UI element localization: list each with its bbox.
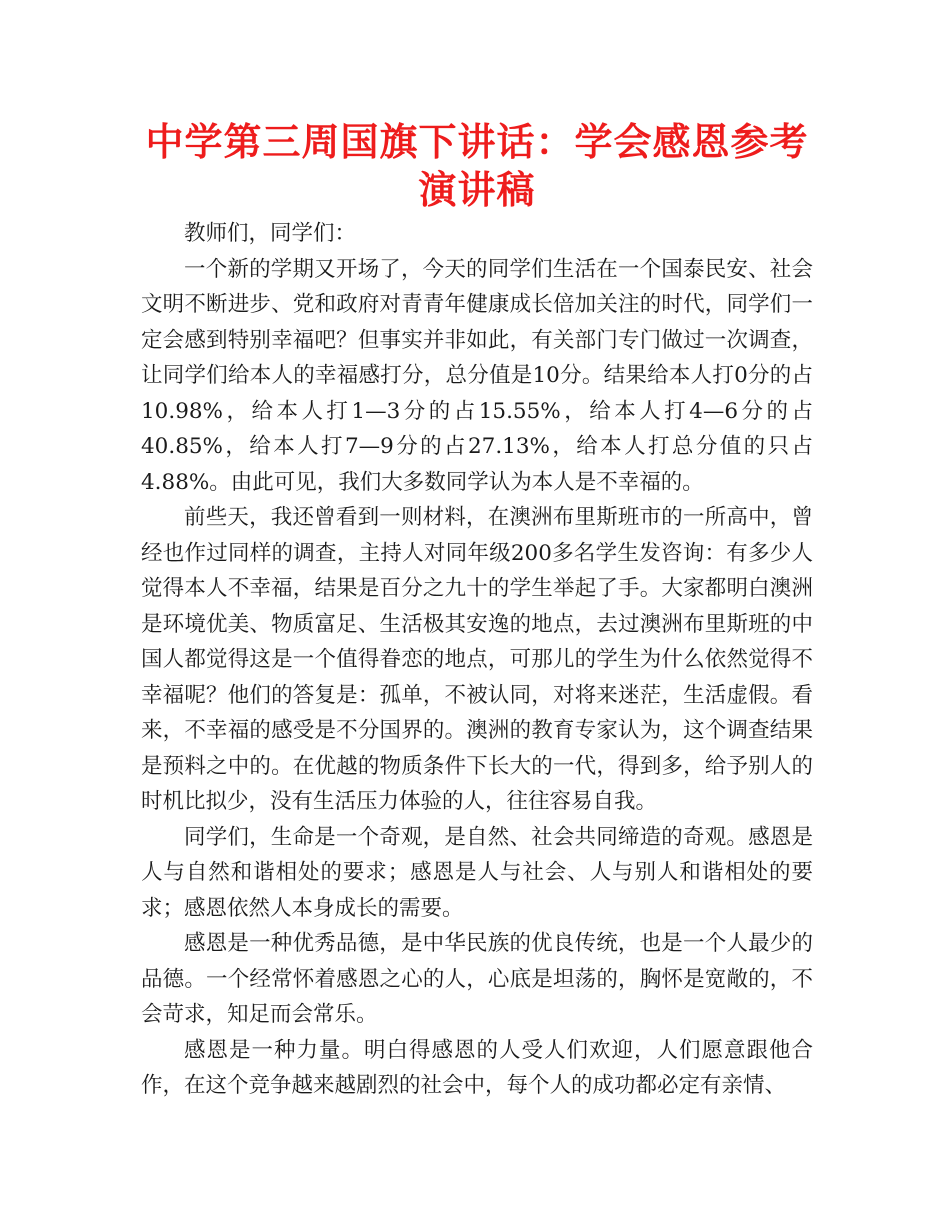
- document-title: 中学第三周国旗下讲话：学会感恩参考演讲稿: [145, 120, 809, 212]
- paragraph-power: 感恩是一种力量。明白得感恩的人受人们欢迎，人们愿意跟他合作，在这个竞争越来越剧烈的社会中，每个人的成功都必定有亲情、: [141, 1037, 813, 1098]
- paragraph-survey: 一个新的学期又开场了，今天的同学们生活在一个国泰民安、社会文明不断进步、党和政府对青青年健康成长倍加关注的时代，同学们一定会感到特别幸福吧？但事实并非如此，有关部门专门做过一次调查，让同学们给本人的幸福感打分，总分值是10分。结果给本人打0分的占10.98%，给本人打1—3分的占15.55%，给本人打4—6分的占40.85%，给本人打7—9分的占27.13%，给本人打总分值的只占4.88%。由此可见，我们大多数同学认为本人是不幸福的。: [141, 256, 813, 495]
- document-page: [141, 118, 813, 1104]
- paragraph-salutation: 教师们，同学们：: [184, 221, 357, 246]
- paragraph-australia: 前些天，我还曾看到一则材料，在澳洲布里斯班市的一所高中，曾经也作过同样的调查，主持人对同年级200多名学生发咨询：有多少人觉得本人不幸福，结果是百分之九十的学生举起了手。大家都明白澳洲是环境优美、物质富足、生活极其安逸的地点，去过澳洲布里斯班的中国人都觉得这是一个值得眷恋的地点，可那儿的学生为什么依然觉得不幸福呢？他们的答复是：孤单，不被认同，对将来迷茫，生活虚假。看来，不幸福的感受是不分国界的。澳洲的教育专家认为，这个调查结果是预料之中的。在优越的物质条件下长大的一代，得到多，给予别人的时机比拟少，没有生活压力体验的人，往往容易自我。: [141, 505, 813, 814]
- paragraph-virtue: 感恩是一种优秀品德，是中华民族的优良传统，也是一个人最少的品德。一个经常怀着感恩之心的人，心底是坦荡的，胸怀是宽敞的，不会苛求，知足而会常乐。: [141, 931, 813, 1027]
- paragraph-life-miracle: 同学们，生命是一个奇观，是自然、社会共同缔造的奇观。感恩是人与自然和谐相处的要求；感恩是人与社会、人与别人和谐相处的要求；感恩依然人本身成长的需要。: [141, 824, 813, 921]
